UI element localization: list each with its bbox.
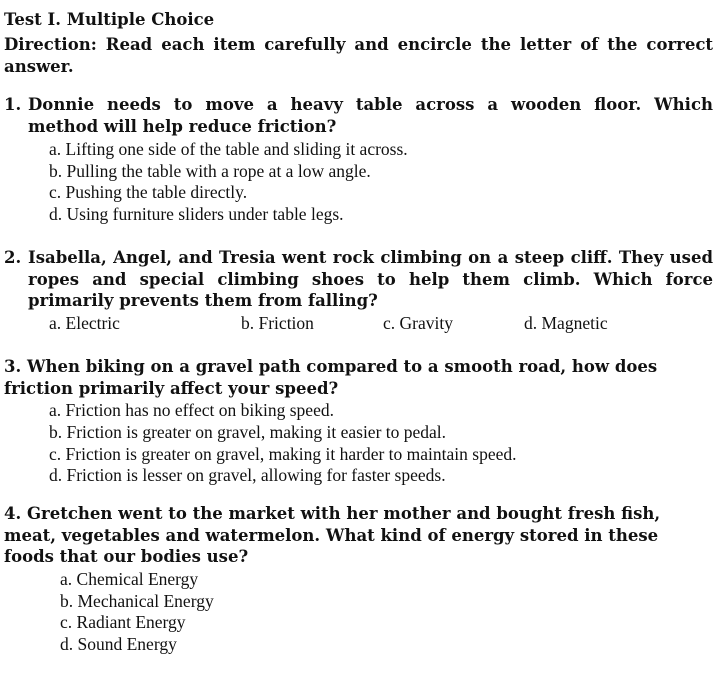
question-3-option-a[interactable]: a. Friction has no effect on biking speed. [49,400,334,420]
question-4-option-b[interactable]: b. Mechanical Energy [60,591,214,611]
question-4-option-c[interactable]: c. Radiant Energy [60,612,186,632]
question-2-line-1: Isabella, Angel, and Tresia went rock climbing on a steep cliff. They used [28,248,713,267]
question-3-option-d[interactable]: d. Friction is lesser on gravel, allowing for faster speeds. [49,465,446,485]
question-1-option-d[interactable]: d. Using furniture sliders under table legs. [49,204,344,224]
question-4-line-3: foods that our bodies use? [4,547,249,566]
question-1-line-2: method will help reduce friction? [28,117,337,136]
question-2-line-2: ropes and special climbing shoes to help them climb. Which force [28,270,713,289]
question-3-line-1: 3. When biking on a gravel path compared to a smooth road, how does [4,357,658,376]
question-4-line-1: 4. Gretchen went to the market with her mother and bought fresh fish, [4,504,661,523]
question-1-number: 1. [4,95,22,114]
question-1-option-b[interactable]: b. Pulling the table with a rope at a low angle. [49,161,371,181]
question-1-line-1: Donnie needs to move a heavy table across a wooden floor. Which [28,95,713,114]
question-4-option-a[interactable]: a. Chemical Energy [60,569,199,589]
question-2-line-3: primarily prevents them from falling? [28,291,378,310]
question-2-option-b[interactable]: b. Friction [241,313,314,333]
question-1-option-a[interactable]: a. Lifting one side of the table and sliding it across. [49,139,408,159]
question-4-option-d[interactable]: d. Sound Energy [60,634,177,654]
question-2-option-c[interactable]: c. Gravity [383,313,453,333]
question-3-option-b[interactable]: b. Friction is greater on gravel, making it easier to pedal. [49,422,447,442]
question-3-line-2: friction primarily affect your speed? [4,379,339,398]
question-3-option-c[interactable]: c. Friction is greater on gravel, making it harder to maintain speed. [49,444,517,464]
direction-line-2: answer. [4,57,74,76]
test-title: Test I. Multiple Choice [4,10,215,29]
direction-line-1: Direction: Read each item carefully and encircle the letter of the correct [4,35,713,54]
question-1-option-c[interactable]: c. Pushing the table directly. [49,182,248,202]
question-2-option-a[interactable]: a. Electric [49,313,120,333]
question-4-line-2: meat, vegetables and watermelon. What kind of energy stored in these [4,526,659,545]
question-2-number: 2. [4,248,22,267]
question-2-option-d[interactable]: d. Magnetic [524,313,608,333]
